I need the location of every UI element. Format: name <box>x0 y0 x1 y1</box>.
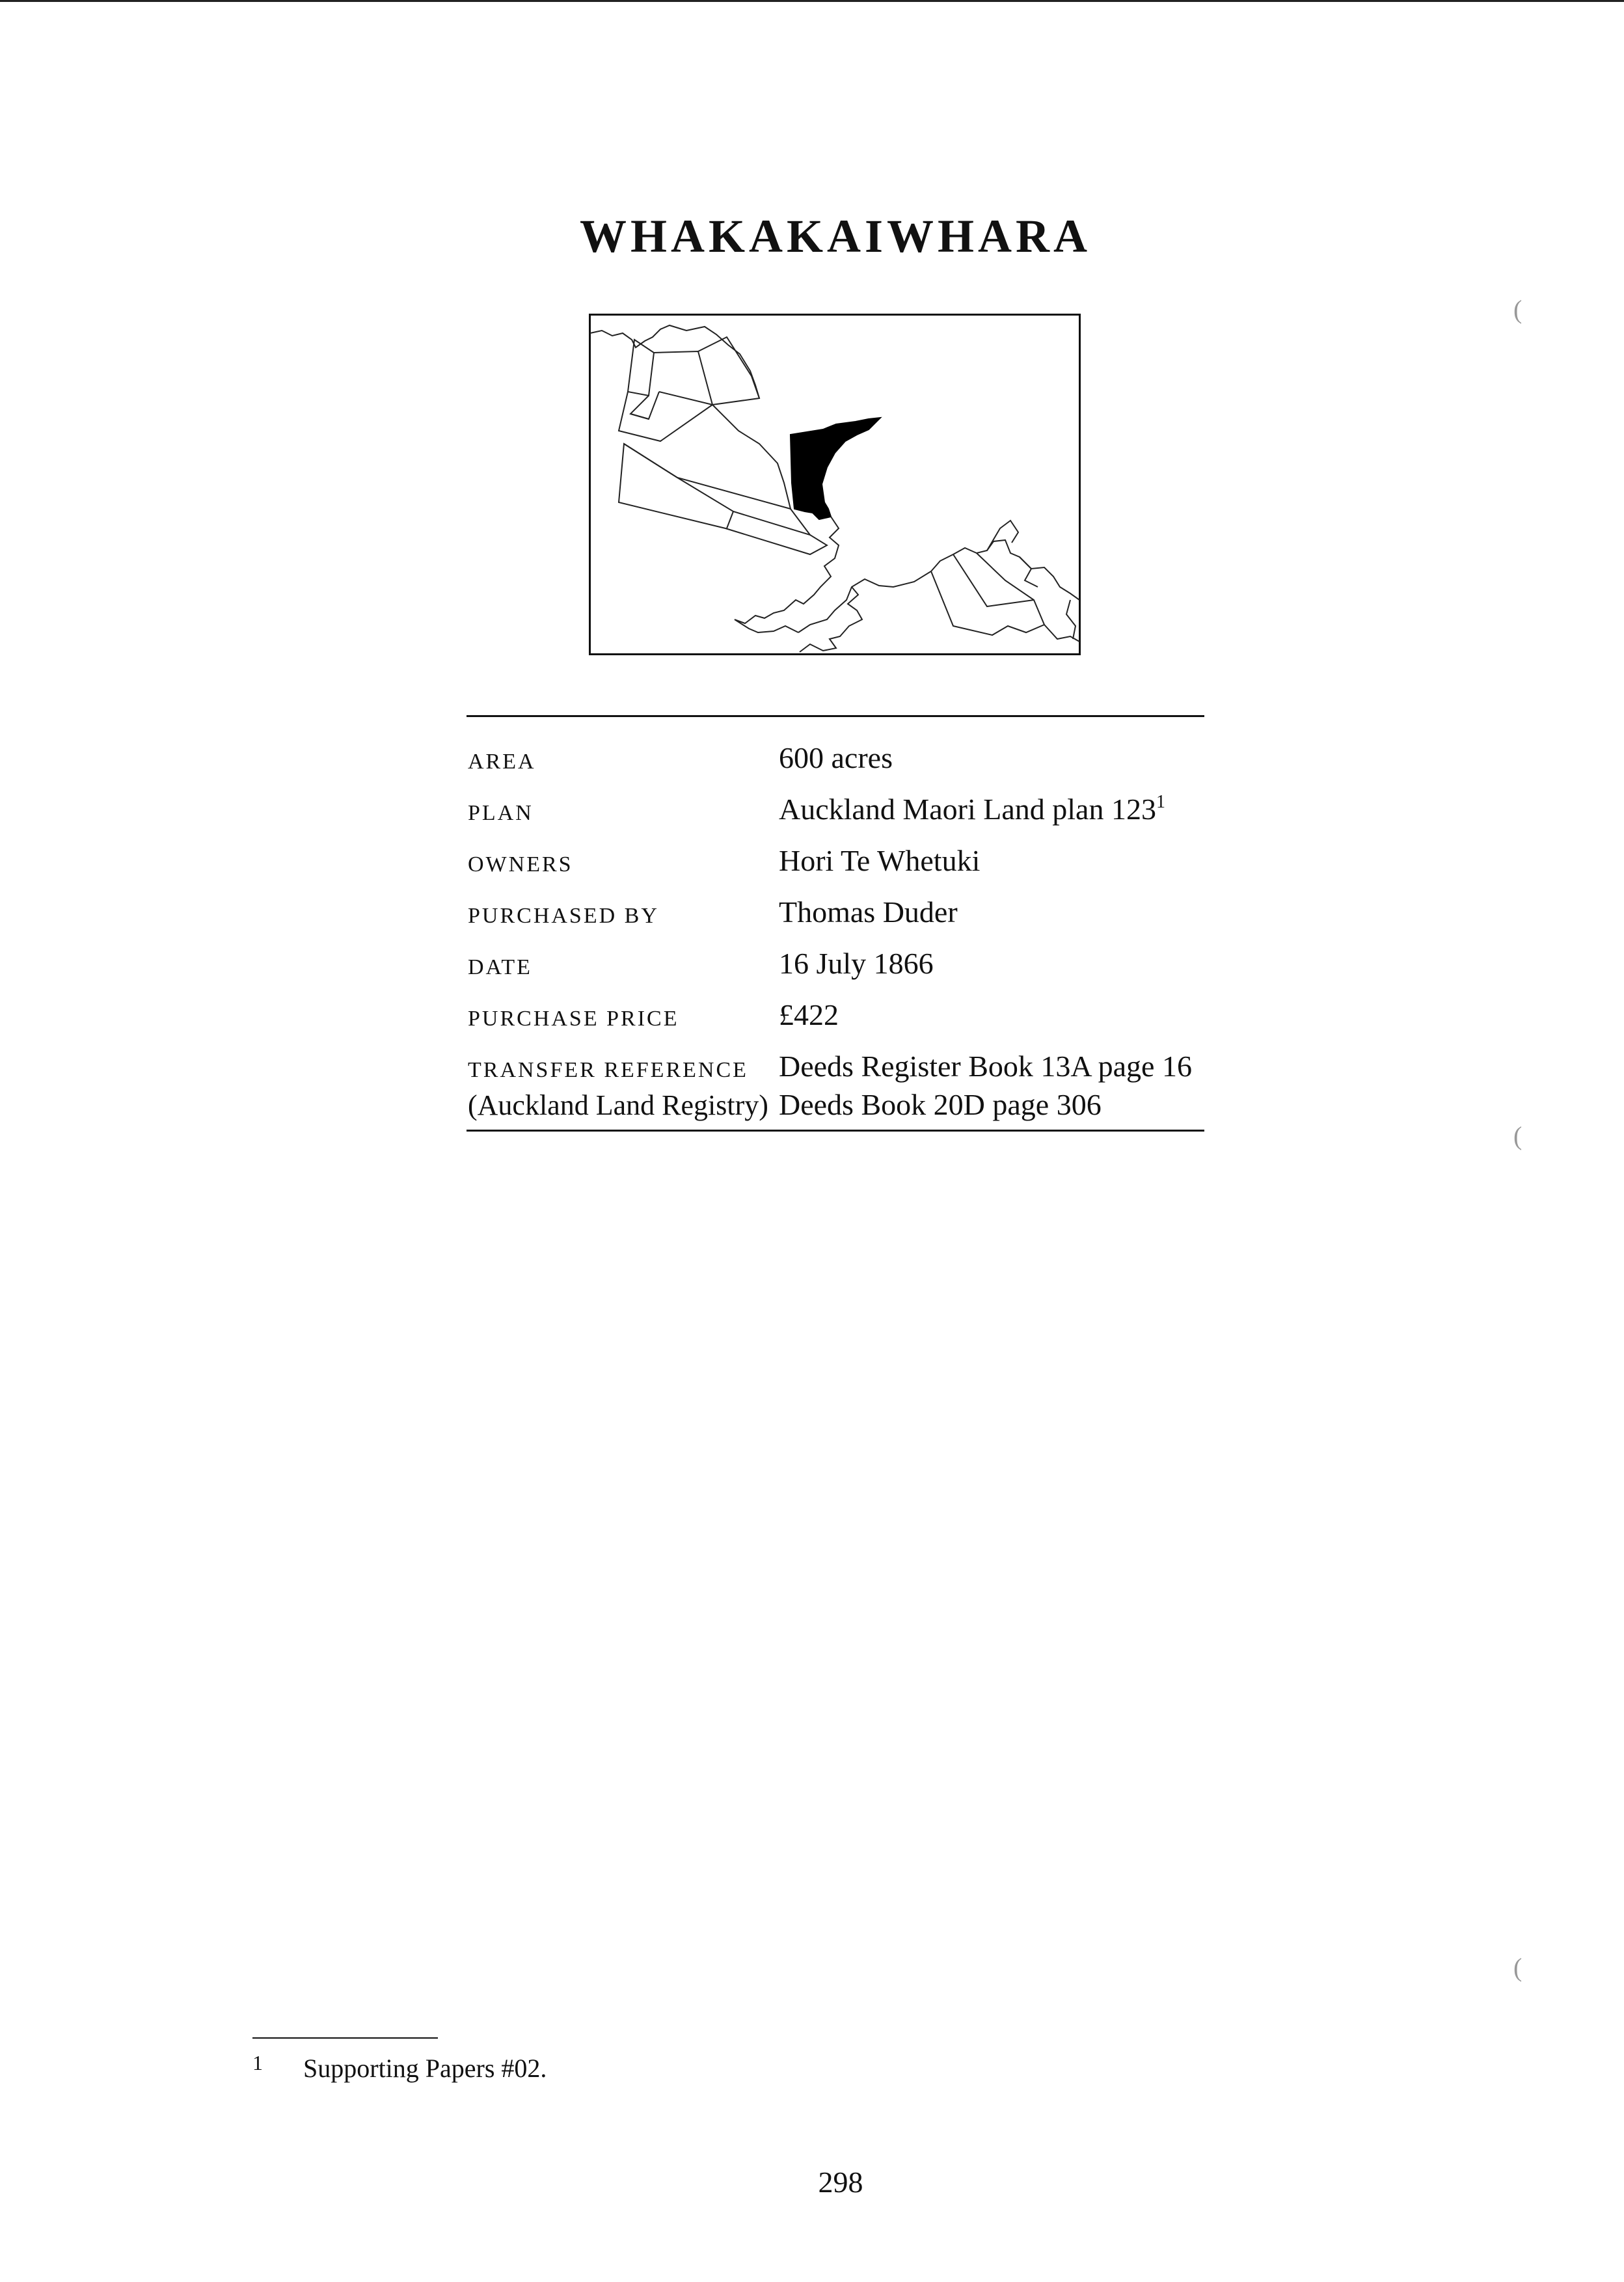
detail-value: Auckland Maori Land plan 123 <box>779 793 1156 826</box>
scan-artifact-mark: ( <box>1513 295 1522 324</box>
detail-value: Deeds Register Book 13A page 16 <box>779 1050 1192 1083</box>
detail-row-purchase-price <box>467 988 1204 1033</box>
detail-value: Thomas Duder <box>779 895 958 929</box>
detail-value: £422 <box>779 998 839 1031</box>
detail-row-area <box>467 731 1204 776</box>
detail-label: (Auckland Land Registry) <box>468 1089 768 1121</box>
locator-map-icon <box>589 314 1081 655</box>
table-top-rule <box>467 715 1204 717</box>
scan-top-edge <box>0 0 1624 2</box>
footnote-number: 1 <box>252 2051 263 2074</box>
detail-value: 600 acres <box>779 741 893 774</box>
detail-label: DATE <box>468 955 532 979</box>
detail-row-date <box>467 936 1204 982</box>
page-title: WHAKAKAIWHARA <box>579 210 1091 262</box>
detail-label: TRANSFER REFERENCE <box>468 1058 748 1082</box>
detail-row-purchased-by <box>467 885 1204 930</box>
scan-artifact-mark: ( <box>1513 1953 1522 1982</box>
footnote-separator <box>252 2037 438 2039</box>
detail-label: PLAN <box>468 801 534 825</box>
detail-value: Hori Te Whetuki <box>779 844 981 877</box>
detail-label: AREA <box>468 750 536 774</box>
scan-artifact-mark: ( <box>1513 1121 1522 1150</box>
detail-label: PURCHASED BY <box>468 904 659 928</box>
page-number: 298 <box>818 2166 863 2199</box>
detail-label: PURCHASE PRICE <box>468 1007 679 1031</box>
detail-row-owners <box>467 834 1204 879</box>
detail-value: 16 July 1866 <box>779 947 934 980</box>
footnote-reference: 1 <box>1156 792 1165 812</box>
table-bottom-rule <box>467 1130 1204 1132</box>
detail-label: OWNERS <box>468 852 573 876</box>
detail-row-land-registry <box>467 1078 1204 1123</box>
detail-row-plan <box>467 782 1204 828</box>
detail-value-with-footnote <box>779 791 1165 828</box>
footnote-text: Supporting Papers #02. <box>303 2054 547 2083</box>
detail-value: Deeds Book 20D page 306 <box>779 1088 1102 1121</box>
